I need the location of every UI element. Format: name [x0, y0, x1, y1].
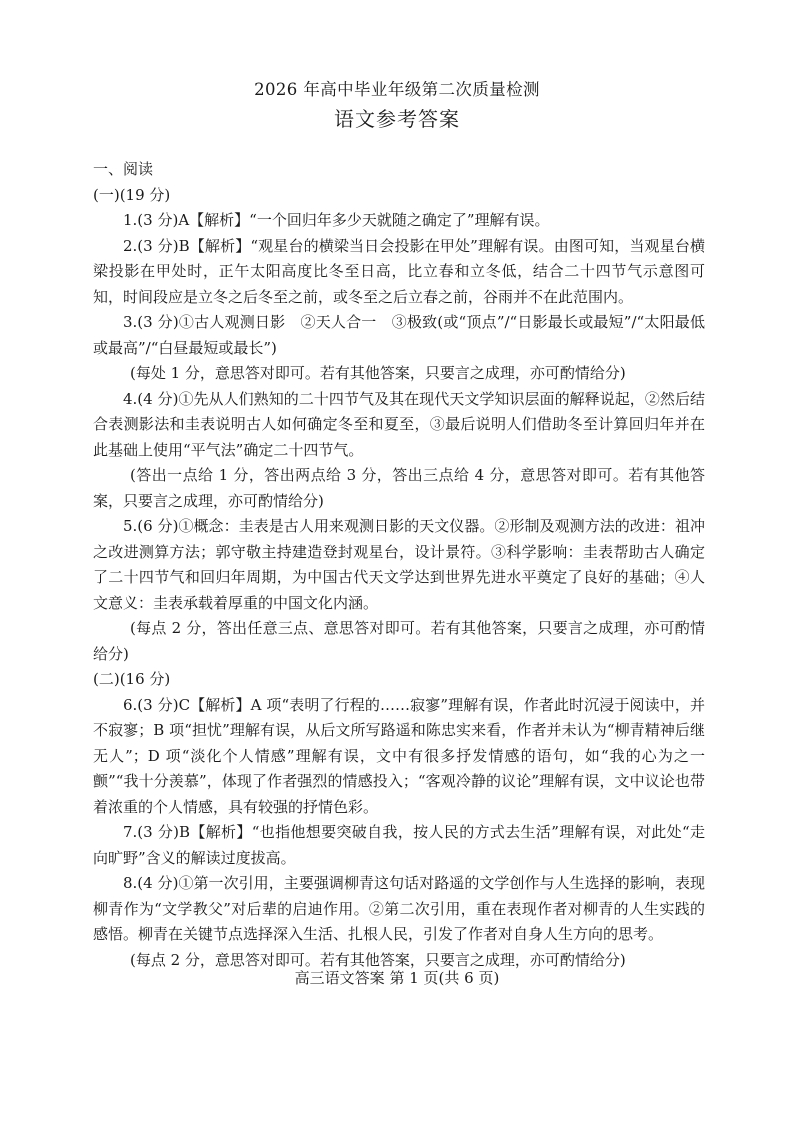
- answer-q5: 5.(6 分)①概念：圭表是古人用来观测日影的天文仪器。②形制及观测方法的改进：祖冲之改进测算方法；郭守敬主持建造登封观星台，设计景符。③科学影响：圭表帮助古人确定了二十四节气和回归年周期，为中国古代天文学达到世界先进水平奠定了良好的基础；④人文意义：圭表承载着厚重的中国文化内涵。: [93, 517, 705, 612]
- scoring-note-q3: (每处 1 分，意思答对即可。若有其他答案，只要言之成理，亦可酌情给分): [130, 364, 626, 382]
- answer-q6: 6.(3 分)C【解析】A 项“表明了行程的……寂寥”理解有误，作者此时沉浸于阅读中，并不寂寥；B 项“担忧”理解有误，从后文所写路遥和陈忠实来看，作者并未认为“柳青精神后继无人”；D 项“淡化个人情感”理解有误，文中有很多抒发情感的语句，如“我的心为之一颤”“我十分羡慕”，体现了作者强烈的情感投入；“客观冷静的议论”理解有误，文中议论也带着浓重的个人情感，具有较强的抒情色彩。: [93, 695, 705, 816]
- exam-title: 2026 年高中毕业年级第二次质量检测: [254, 80, 540, 99]
- page-footer: 高三语文答案 第 1 页(共 6 页): [294, 969, 500, 987]
- scoring-note-q4: (答出一点给 1 分，答出两点给 3 分，答出三点给 4 分，意思答对即可。若有其他答案，只要言之成理，亦可酌情给分): [93, 466, 705, 510]
- part-two-heading: (二)(16 分): [93, 670, 171, 688]
- document-subtitle: 语文参考答案: [334, 107, 460, 131]
- answer-q3: 3.(3 分)①古人观测日影 ②天人合一 ③极致(或“顶点”/“日影最长或最短”/“太阳最低或最高”/“白昼最短或最长”): [93, 313, 705, 357]
- answer-q8: 8.(4 分)①第一次引用，主要强调柳青这句话对路遥的文学创作与人生选择的影响，表现柳青作为“文学教父”对后辈的启迪作用。②第二次引用，重在表现作者对柳青的人生实践的感悟。柳青在关键节点选择深入生活、扎根人民，引发了作者对自身人生方向的思考。: [93, 874, 705, 943]
- scoring-note-q8: (每点 2 分，意思答对即可。若有其他答案，只要言之成理，亦可酌情给分): [130, 950, 626, 969]
- answer-q4: 4.(4 分)①先从人们熟知的二十四节气及其在现代天文学知识层面的解释说起，②然后结合表测影法和圭表说明古人如何确定冬至和夏至，③最后说明人们借助冬至计算回归年并在此基础上使用“平气法”确定二十四节气。: [93, 389, 705, 459]
- answer-q1: 1.(3 分)A【解析】“一个回归年多少天就随之确定了”理解有误。: [123, 211, 550, 229]
- part-one-heading: (一)(19 分): [93, 185, 171, 204]
- answer-q7: 7.(3 分)B【解析】“也指他想要突破自我，按人民的方式去生活”理解有误，对此处“走向旷野”含义的解读过度拔高。: [93, 823, 705, 867]
- answer-q2: 2.(3 分)B【解析】“观星台的横梁当日会投影在甲处”理解有误。由图可知，当观星台横梁投影在甲处时，正午太阳高度比冬至日高，比立春和立冬低，结合二十四节气示意图可知，时间段应是立冬之后冬至之前，或冬至之后立春之前，谷雨并不在此范围内。: [93, 236, 705, 306]
- scoring-note-q5: (每点 2 分，答出任意三点、意思答对即可。若有其他答案，只要言之成理，亦可酌情给分): [93, 619, 705, 663]
- section-heading: 一、阅读: [93, 160, 154, 178]
- answer-content: [93, 157, 705, 973]
